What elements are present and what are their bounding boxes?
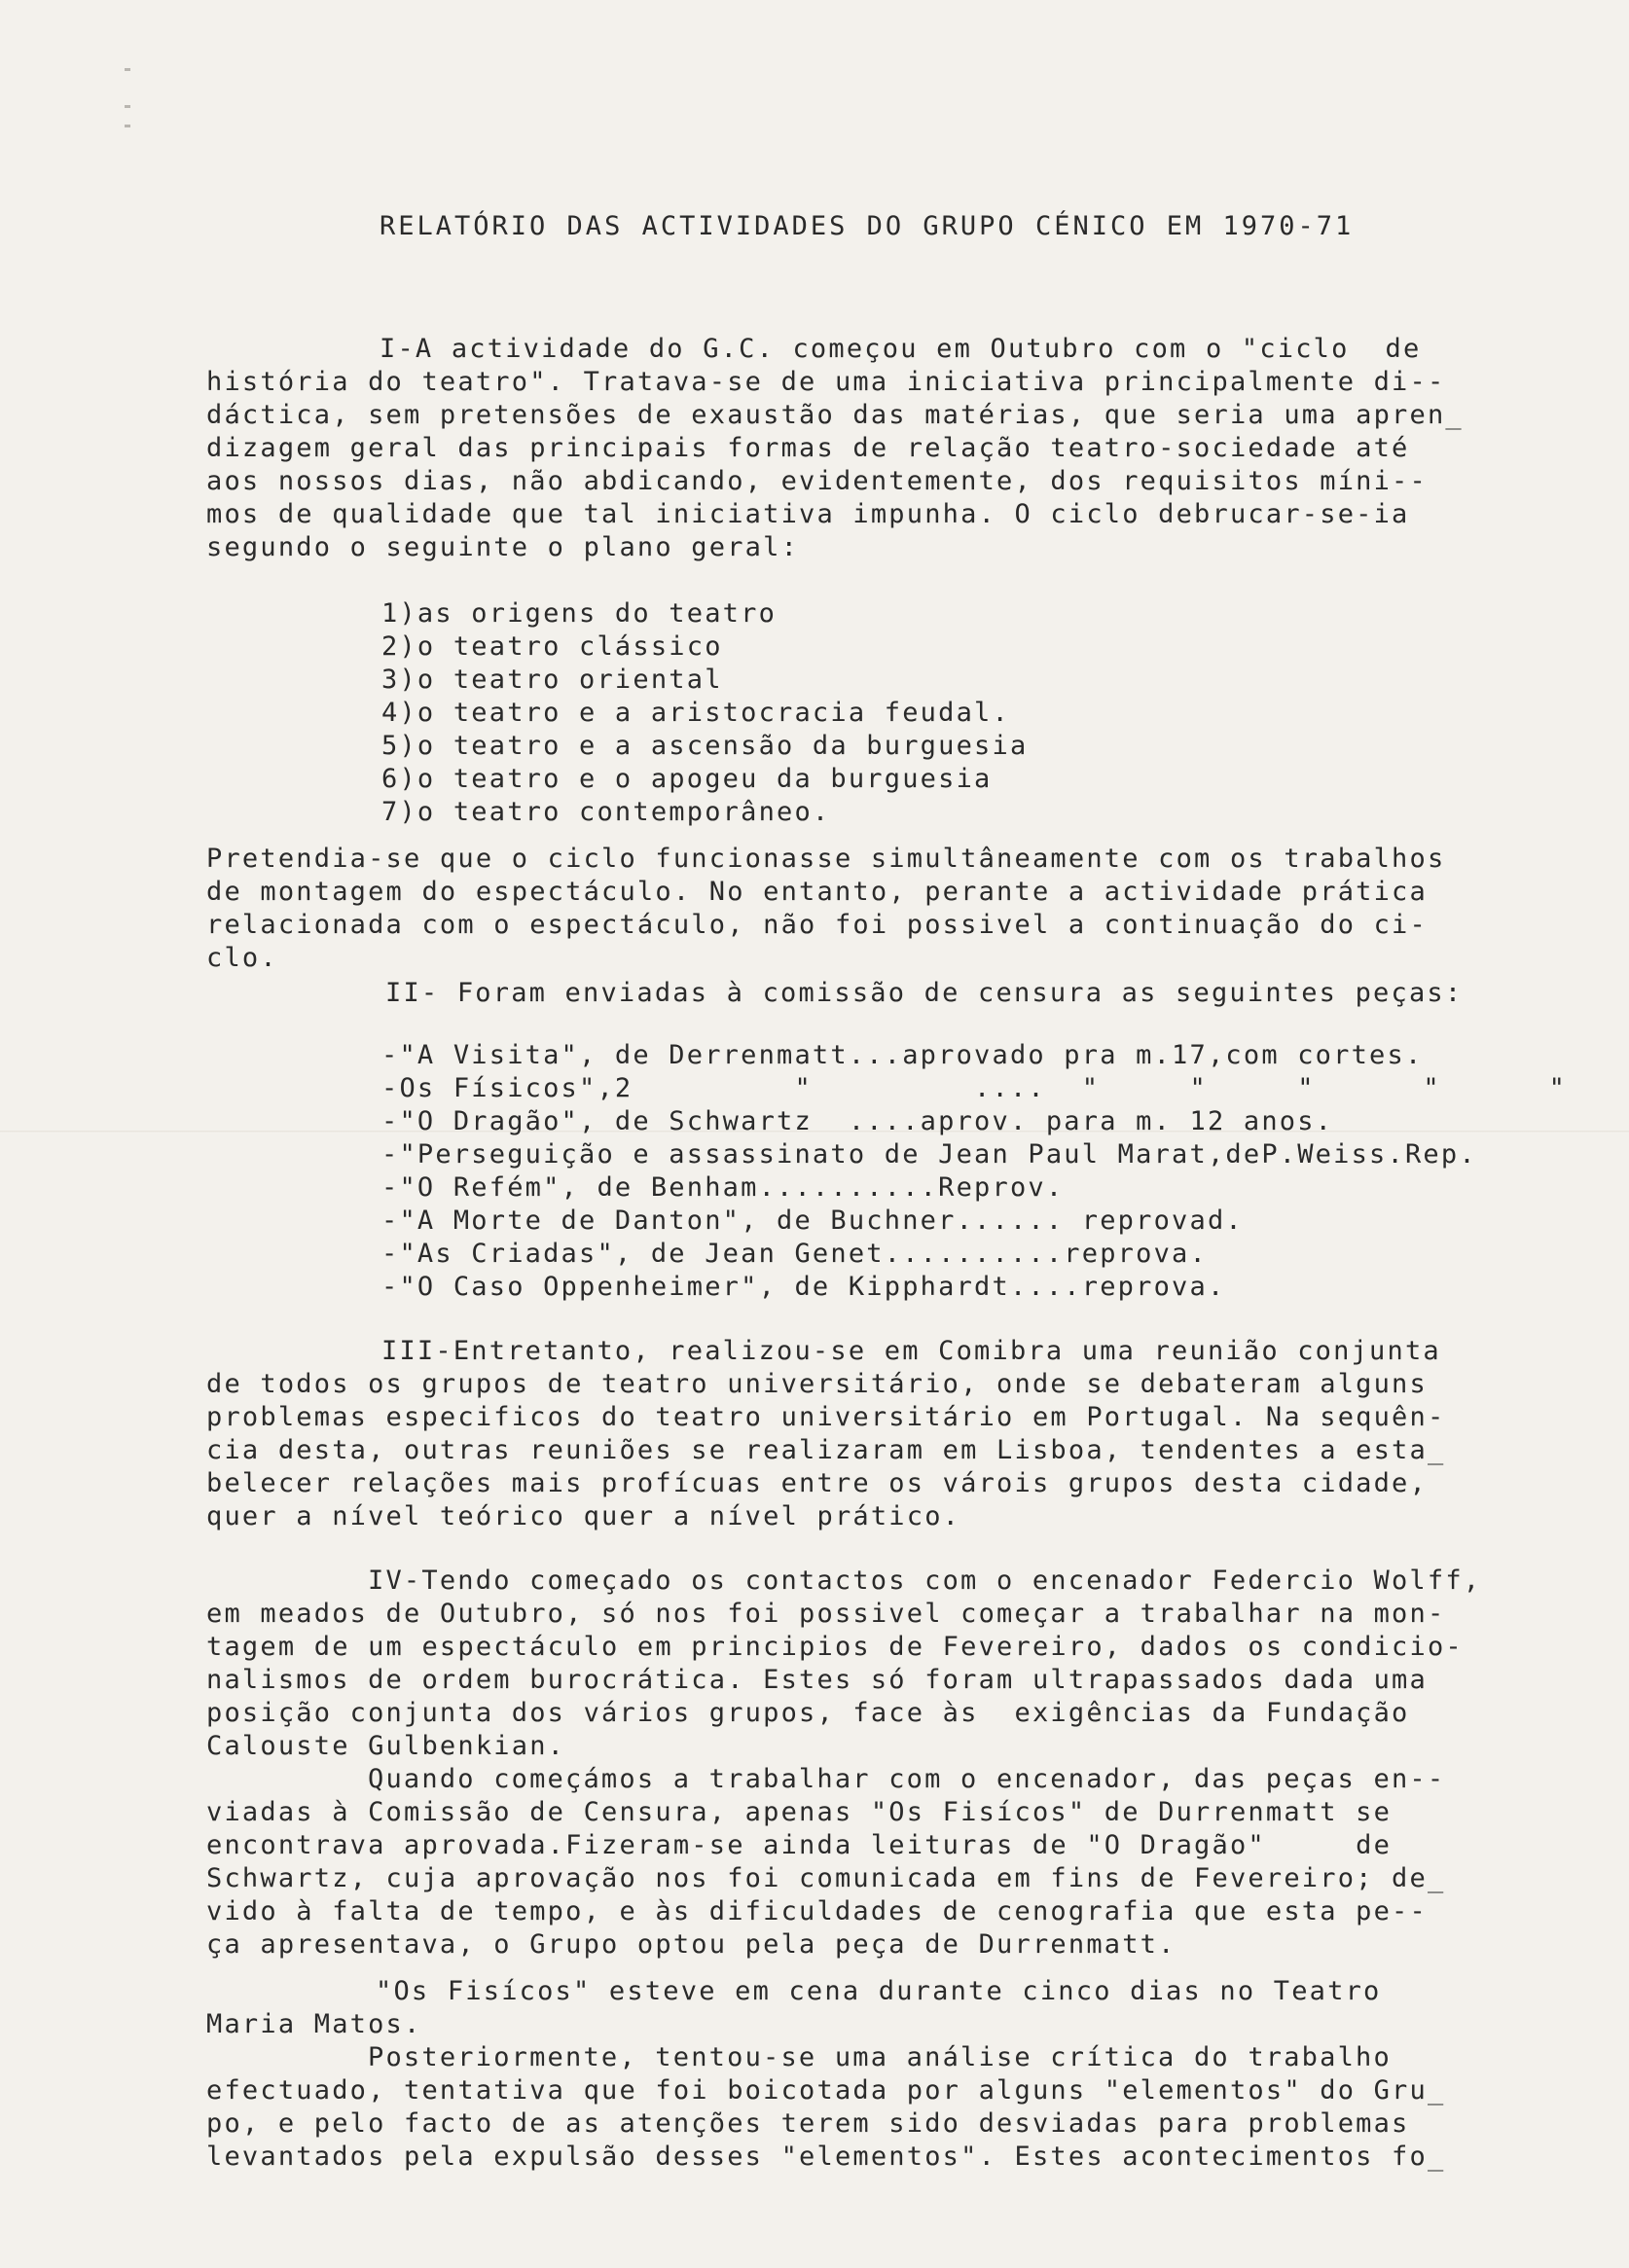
play-entry: -Os Físicos",2 " .... " " " " " bbox=[381, 1073, 1568, 1103]
text-line: tagem de um espectáculo em principios de Fevereiro, dados os condicio- bbox=[206, 1632, 1464, 1662]
text-line: de montagem do espectáculo. No entanto, perante a actividade prática bbox=[206, 877, 1428, 907]
text-line: nalismos de ordem burocrática. Estes só foram ultrapassados dada uma bbox=[206, 1665, 1428, 1695]
play-entry: -"As Criadas", de Jean Genet..........reprova. bbox=[381, 1239, 1208, 1269]
text-line: cia desta, outras reuniões se realizaram em Lisboa, tendentes a esta_ bbox=[206, 1435, 1446, 1465]
text-line: efectuado, tentativa que foi boicotada por alguns "elementos" do Gru_ bbox=[206, 2075, 1446, 2106]
text-line: Pretendia-se que o ciclo funcionasse simultâneamente com os trabalhos bbox=[206, 844, 1446, 874]
text-line: levantados pela expulsão desses "elementos". Estes acontecimentos fo_ bbox=[206, 2142, 1446, 2172]
play-entry: -"Perseguição e assassinato de Jean Paul Marat,deP.Weiss.Rep. bbox=[381, 1139, 1477, 1170]
play-entry: -"O Caso Oppenheimer", de Kipphardt....reprova. bbox=[381, 1272, 1226, 1302]
text-line: dáctica, sem pretensões de exaustão das matérias, que seria uma apren_ bbox=[206, 400, 1464, 430]
text-line: vido à falta de tempo, e às dificuldades de cenografia que esta pe-- bbox=[206, 1896, 1428, 1926]
text-line: posição conjunta dos vários grupos, face às exigências da Fundação bbox=[206, 1698, 1410, 1728]
text-line: Schwartz, cuja aprovação nos foi comunicada em fins de Fevereiro; de_ bbox=[206, 1863, 1446, 1893]
text-line: história do teatro". Tratava-se de uma iniciativa principalmente di-- bbox=[206, 367, 1446, 397]
text-line: quer a nível teórico quer a nível prático. bbox=[206, 1501, 961, 1531]
text-line: dizagem geral das principais formas de relação teatro-sociedade até bbox=[206, 433, 1410, 463]
list-item: 4)o teatro e a aristocracia feudal. bbox=[381, 698, 1010, 728]
text-line: problemas especificos do teatro universitário em Portugal. Na sequên- bbox=[206, 1402, 1446, 1432]
text-line: III-Entretanto, realizou-se em Comibra uma reunião conjunta bbox=[381, 1336, 1441, 1366]
play-entry: -"O Refém", de Benham..........Reprov. bbox=[381, 1172, 1065, 1203]
text-line: encontrava aprovada.Fizeram-se ainda leituras de "O Dragão" de bbox=[206, 1830, 1393, 1860]
text-line: ça apresentava, o Grupo optou pela peça de Durrenmatt. bbox=[206, 1929, 1176, 1960]
text-line: IV-Tendo começado os contactos com o encenador Federcio Wolff, bbox=[368, 1566, 1482, 1596]
text-line: aos nossos dias, não abdicando, evidentemente, dos requisitos míni-- bbox=[206, 466, 1428, 496]
list-item: 7)o teatro contemporâneo. bbox=[381, 797, 831, 827]
play-entry: -"A Visita", de Derrenmatt...aprovado pra m.17,com cortes. bbox=[381, 1040, 1424, 1070]
list-item: 5)o teatro e a ascensão da burguesia bbox=[381, 731, 1029, 761]
text-line: Maria Matos. bbox=[206, 2009, 422, 2039]
text-line: relacionada com o espectáculo, não foi possivel a continuação do ci- bbox=[206, 910, 1428, 940]
text-line: clo. bbox=[206, 943, 278, 973]
punch-mark bbox=[125, 105, 130, 108]
text-line: I-A actividade do G.C. começou em Outubro com o "ciclo de bbox=[380, 334, 1422, 364]
text-line: Calouste Gulbenkian. bbox=[206, 1731, 566, 1761]
page-title: RELATÓRIO DAS ACTIVIDADES DO GRUPO CÉNICO EM 1970-71 bbox=[380, 211, 1355, 241]
punch-mark bbox=[125, 125, 130, 127]
list-item: 2)o teatro clássico bbox=[381, 631, 723, 662]
text-line: Quando começámos a trabalhar com o encenador, das peças en-- bbox=[368, 1764, 1446, 1794]
section-heading: II- Foram enviadas à comissão de censura as seguintes peças: bbox=[385, 978, 1464, 1008]
text-line: em meados de Outubro, só nos foi possivel começar a trabalhar na mon- bbox=[206, 1599, 1446, 1629]
list-item: 6)o teatro e o apogeu da burguesia bbox=[381, 764, 993, 794]
list-item: 3)o teatro oriental bbox=[381, 665, 723, 695]
text-line: po, e pelo facto de as atenções terem sido desviadas para problemas bbox=[206, 2108, 1410, 2139]
text-line: segundo o seguinte o plano geral: bbox=[206, 532, 800, 562]
text-line: mos de qualidade que tal iniciativa impunha. O ciclo debrucar-se-ia bbox=[206, 499, 1410, 529]
play-entry: -"A Morte de Danton", de Buchner...... reprovad. bbox=[381, 1206, 1244, 1236]
text-line: viadas à Comissão de Censura, apenas "Os Fisícos" de Durrenmatt se bbox=[206, 1797, 1393, 1827]
text-line: "Os Fisícos" esteve em cena durante cinco dias no Teatro bbox=[376, 1976, 1382, 2006]
play-entry: -"O Dragão", de Schwartz ....aprov. para m. 12 anos. bbox=[381, 1106, 1334, 1136]
text-line: belecer relações mais profícuas entre os várois grupos desta cidade, bbox=[206, 1468, 1428, 1498]
list-item: 1)as origens do teatro bbox=[381, 598, 778, 629]
text-line: Posteriormente, tentou-se uma análise crítica do trabalho bbox=[368, 2042, 1392, 2072]
text-line: de todos os grupos de teatro universitário, onde se debateram alguns bbox=[206, 1369, 1428, 1399]
punch-mark bbox=[125, 68, 130, 71]
